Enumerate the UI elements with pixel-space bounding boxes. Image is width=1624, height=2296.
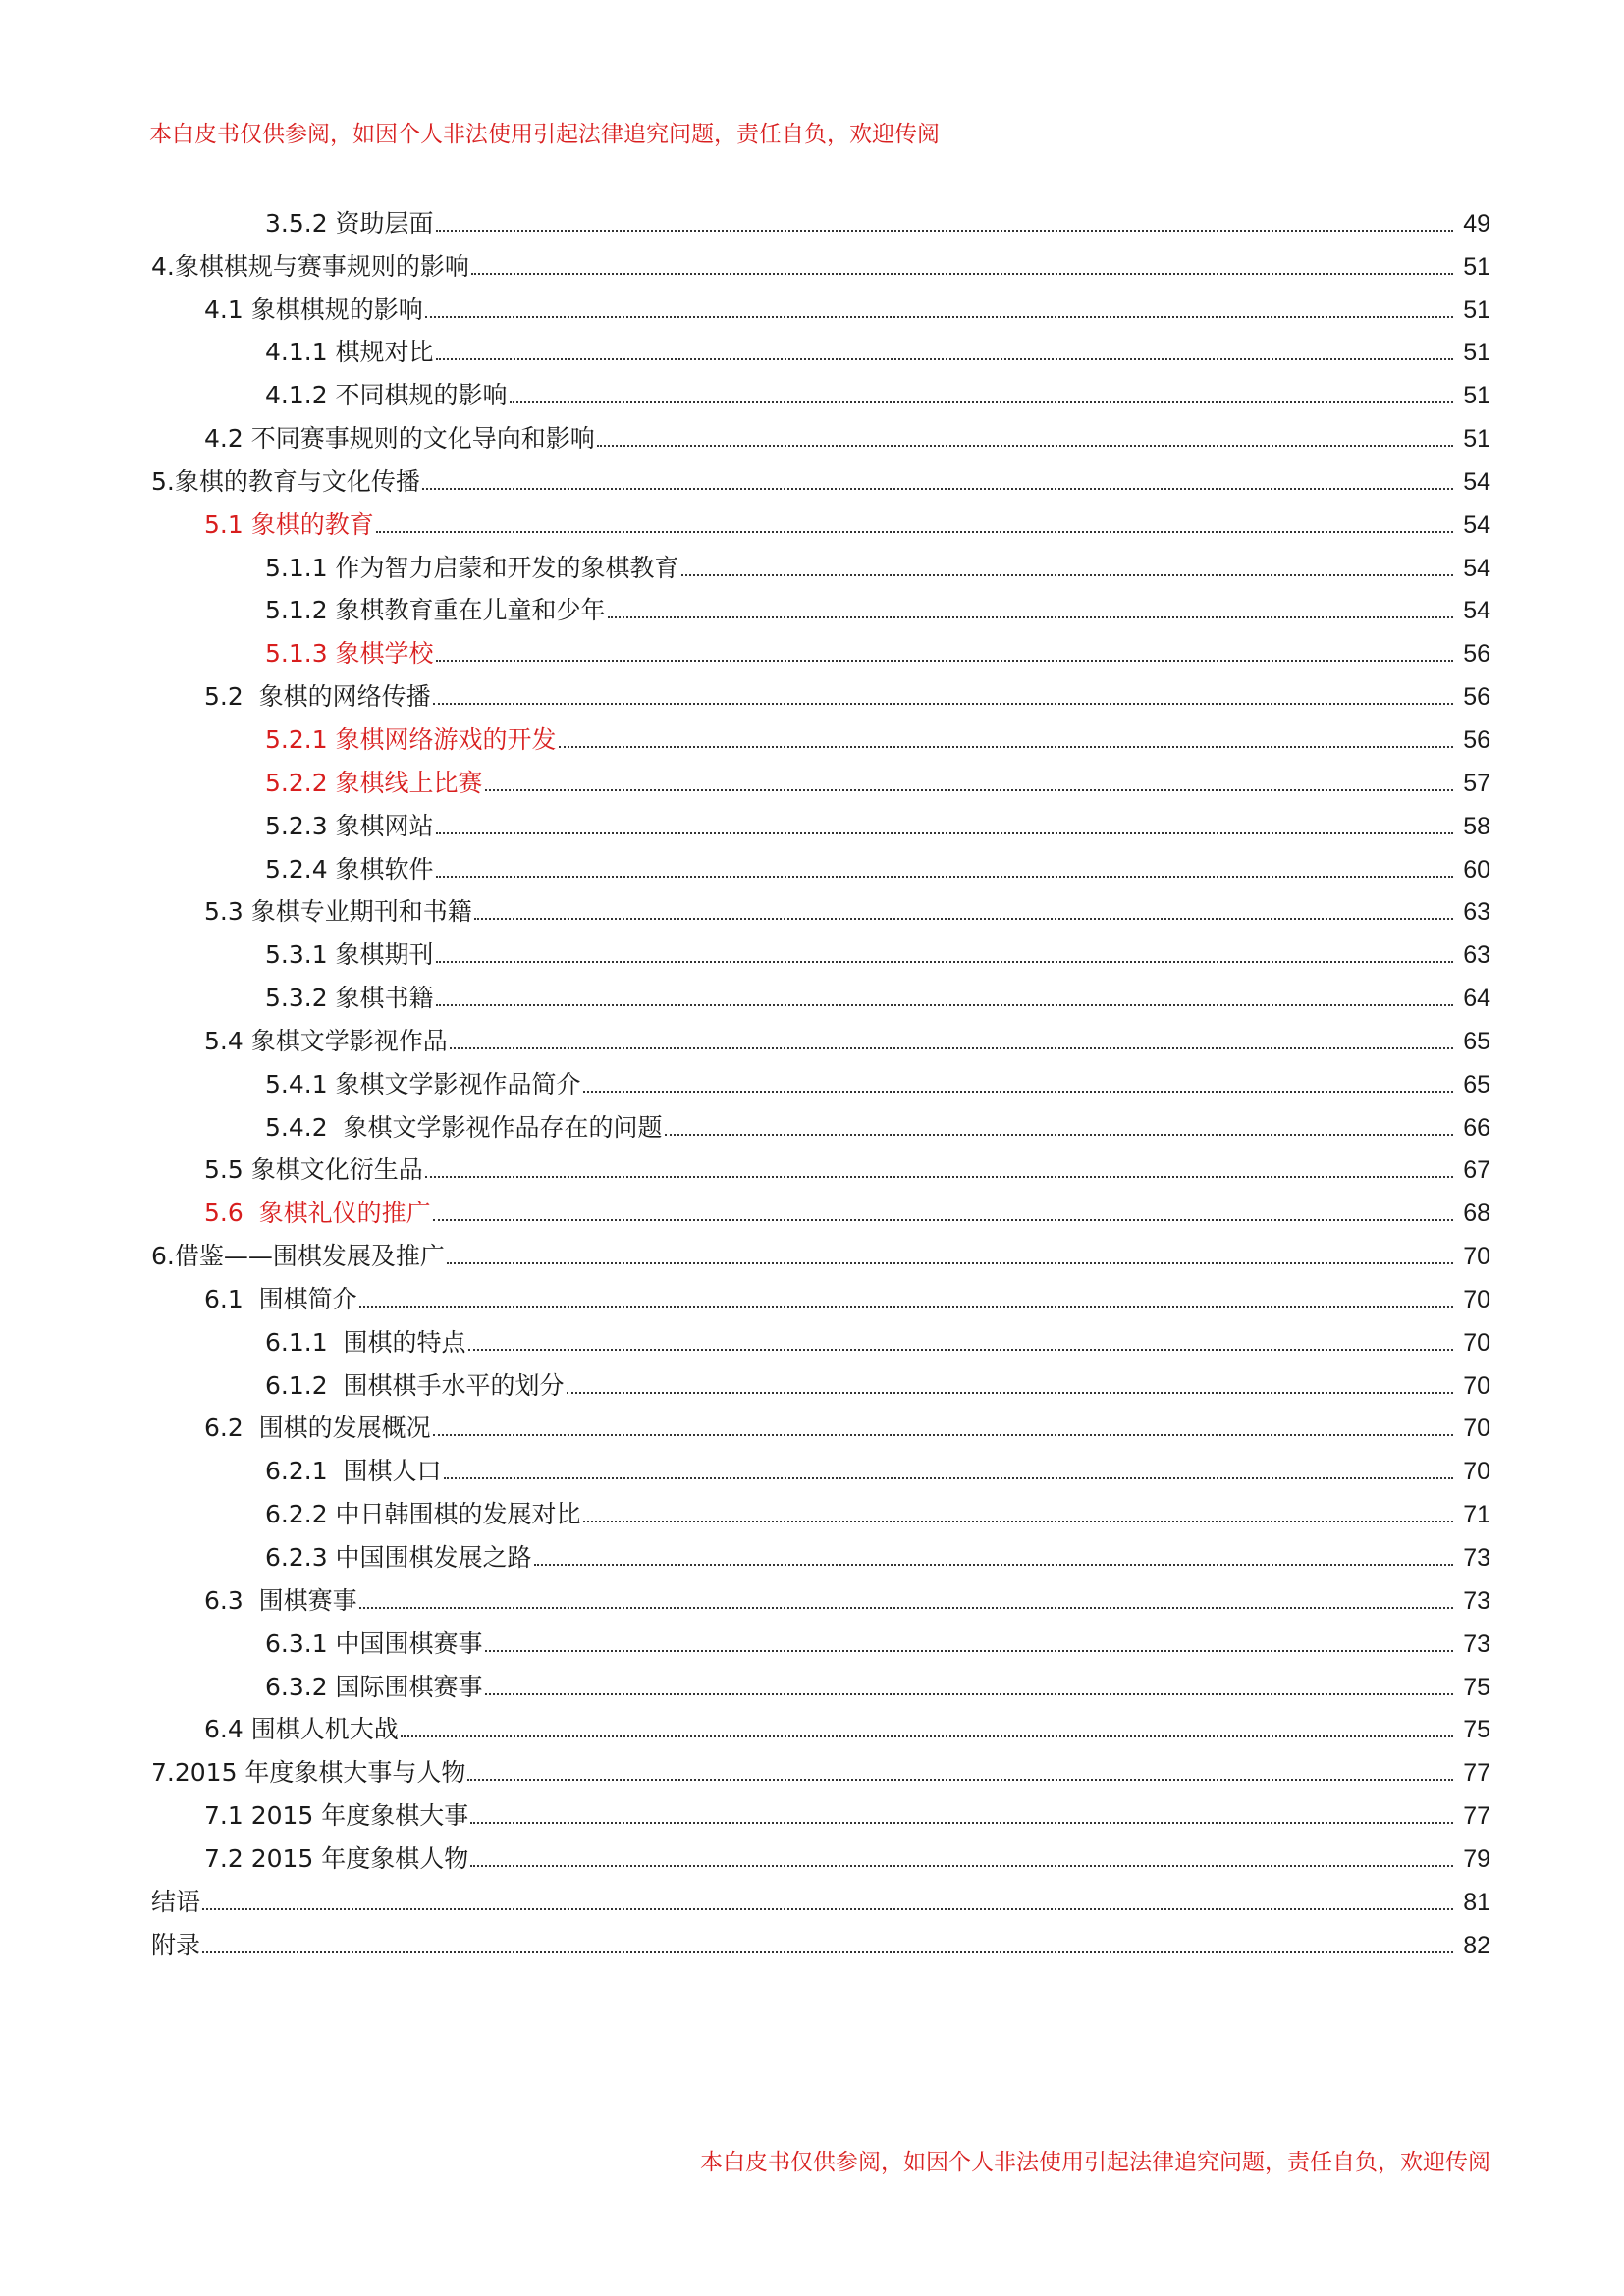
toc-page-number: 56 [1463,683,1490,712]
toc-dot-leader [433,1434,1453,1436]
toc-dot-leader [422,488,1453,490]
toc-entry-title: 7.2015 年度象棋大事与人物 [151,1758,466,1788]
toc-dot-leader [665,1134,1453,1136]
toc-entry-title: 附录 [151,1930,201,1959]
toc-dot-leader [485,789,1453,791]
toc-entry-title: 5.象棋的教育与文化传播 [151,466,420,496]
toc-entry[interactable] [151,629,1490,672]
toc-page-number: 70 [1463,1415,1490,1443]
toc-entry-title: 5.4.1 象棋文学影视作品简介 [265,1069,581,1098]
toc-page-number: 51 [1463,295,1490,324]
toc-entry-title: 5.1.3 象棋学校 [265,639,434,668]
toc-entry[interactable] [151,1017,1490,1060]
toc-dot-leader [359,1607,1453,1609]
toc-entry-title: 5.4.2 象棋文学影视作品存在的问题 [265,1112,663,1142]
toc-dot-leader [202,1908,1453,1910]
toc-entry-title: 6.1.1 围棋的特点 [265,1327,466,1357]
toc-page-number: 73 [1463,1629,1490,1658]
toc-dot-leader [471,273,1453,275]
toc-entry[interactable] [151,286,1490,329]
toc-entry-title: 5.5 象棋文化衍生品 [204,1155,423,1185]
toc-page-number: 51 [1463,252,1490,281]
toc-page-number: 79 [1463,1844,1490,1873]
toc-entry[interactable] [151,1447,1490,1490]
toc-dot-leader [436,832,1453,834]
toc-dot-leader [425,1176,1453,1178]
toc-entry-title: 5.2.2 象棋线上比赛 [265,768,483,797]
toc-entry[interactable] [151,1189,1490,1232]
toc-page-number: 67 [1463,1156,1490,1185]
toc-dot-leader [467,1779,1453,1781]
toc-dot-leader [510,401,1453,403]
toc-entry[interactable] [151,974,1490,1017]
toc-entry-title: 4.1 象棋棋规的影响 [204,294,423,324]
toc-entry[interactable] [151,1147,1490,1190]
toc-entry-title: 4.2 不同赛事规则的文化导向和影响 [204,424,595,454]
toc-entry-title: 6.2 围棋的发展概况 [204,1414,431,1443]
toc-dot-leader [433,703,1453,705]
toc-entry[interactable] [151,414,1490,457]
toc-entry[interactable] [151,759,1490,802]
toc-dot-leader [436,660,1453,662]
toc-entry-title: 4.1.1 棋规对比 [265,338,434,367]
toc-entry-title: 6.3.2 国际围棋赛事 [265,1672,483,1701]
toc-dot-leader [436,230,1453,232]
toc-entry[interactable] [151,931,1490,974]
toc-page-number: 77 [1463,1759,1490,1788]
toc-dot-leader [534,1564,1453,1566]
toc-entry[interactable] [151,587,1490,630]
toc-page-number: 73 [1463,1544,1490,1572]
toc-entry[interactable] [151,544,1490,587]
toc-dot-leader [436,876,1453,878]
toc-page-number: 63 [1463,941,1490,970]
toc-entry[interactable] [151,1878,1490,1921]
toc-entry[interactable] [151,1835,1490,1878]
toc-dot-leader [474,918,1453,920]
toc-entry-title: 5.2 象棋的网络传播 [204,682,431,712]
toc-dot-leader [425,316,1453,318]
toc-entry[interactable] [151,1275,1490,1318]
toc-entry[interactable] [151,457,1490,501]
toc-entry-title: 6.1.2 围棋棋手水平的划分 [265,1370,565,1400]
toc-entry[interactable] [151,199,1490,242]
toc-entry-title: 5.2.1 象棋网络游戏的开发 [265,724,557,754]
toc-entry-title: 5.2.3 象棋网站 [265,811,434,840]
toc-dot-leader [444,1477,1453,1479]
toc-dot-leader [436,961,1453,963]
toc-entry-title: 5.3 象棋专业期刊和书籍 [204,897,472,927]
toc-dot-leader [359,1306,1453,1308]
toc-entry[interactable] [151,1232,1490,1275]
toc-entry-title: 6.2.2 中日韩围棋的发展对比 [265,1500,581,1529]
toc-dot-leader [583,1521,1453,1522]
toc-page-number: 49 [1463,209,1490,238]
toc-entry-title: 3.5.2 资助层面 [265,208,434,238]
toc-entry[interactable] [151,1060,1490,1103]
toc-page-number: 51 [1463,425,1490,454]
toc-dot-leader [447,1262,1453,1264]
footer-disclaimer: 本白皮书仅供参阅，如因个人非法使用引起法律追究问题，责任自负，欢迎传阅 [700,2150,1490,2175]
toc-dot-leader [559,746,1453,748]
toc-entry[interactable] [151,845,1490,888]
toc-dot-leader [401,1735,1453,1737]
toc-entry[interactable] [151,1791,1490,1835]
toc-page-number: 64 [1463,985,1490,1013]
toc-entry[interactable] [151,1663,1490,1706]
toc-dot-leader [470,1822,1453,1824]
toc-dot-leader [567,1392,1453,1394]
toc-dot-leader [597,445,1453,447]
toc-dot-leader [436,1004,1453,1006]
toc-entry[interactable] [151,1576,1490,1620]
toc-dot-leader [485,1693,1453,1695]
toc-dot-leader [681,574,1453,576]
toc-page-number: 73 [1463,1586,1490,1615]
toc-entry[interactable] [151,1620,1490,1663]
toc-entry-title: 结语 [151,1887,201,1916]
toc-entry-title: 5.2.4 象棋软件 [265,854,434,883]
toc-page-number: 54 [1463,554,1490,582]
toc-page-number: 70 [1463,1371,1490,1400]
toc-entry-title: 5.1.2 象棋教育重在儿童和少年 [265,596,606,625]
header-disclaimer: 本白皮书仅供参阅，如因个人非法使用引起法律追究问题，责任自负，欢迎传阅 [149,122,940,147]
toc-entry[interactable] [151,1748,1490,1791]
toc-page-number: 63 [1463,898,1490,927]
toc-entry[interactable] [151,672,1490,716]
toc-dot-leader [202,1951,1453,1953]
toc-entry[interactable] [151,1533,1490,1576]
toc-entry-title: 6.2.1 围棋人口 [265,1457,442,1486]
toc-entry[interactable] [151,371,1490,414]
table-of-contents [151,199,1490,1964]
toc-page-number: 54 [1463,510,1490,539]
toc-entry-title: 5.3.1 象棋期刊 [265,940,434,970]
toc-entry-title: 6.1 围棋简介 [204,1284,357,1313]
toc-entry[interactable] [151,716,1490,759]
toc-page-number: 70 [1463,1328,1490,1357]
toc-page-number: 58 [1463,812,1490,840]
toc-entry[interactable] [151,1362,1490,1405]
toc-page-number: 54 [1463,467,1490,496]
toc-dot-leader [376,531,1453,533]
toc-entry-title: 5.1.1 作为智力启蒙和开发的象棋教育 [265,553,679,582]
toc-entry[interactable] [151,1318,1490,1362]
toc-entry[interactable] [151,802,1490,845]
toc-page-number: 51 [1463,382,1490,410]
toc-dot-leader [468,1349,1453,1351]
toc-entry-title: 6.2.3 中国围棋发展之路 [265,1543,532,1572]
toc-entry-title: 5.1 象棋的教育 [204,509,374,539]
toc-dot-leader [608,616,1453,618]
toc-entry-title: 6.3 围棋赛事 [204,1585,357,1615]
toc-entry-title: 6.3.1 中国围棋赛事 [265,1629,483,1658]
toc-dot-leader [470,1865,1453,1867]
toc-entry[interactable] [151,1103,1490,1147]
toc-page-number: 71 [1463,1501,1490,1529]
toc-entry-title: 5.3.2 象棋书籍 [265,984,434,1013]
toc-page-number: 56 [1463,640,1490,668]
toc-entry[interactable] [151,1706,1490,1749]
toc-page-number: 77 [1463,1802,1490,1831]
toc-entry-title: 4.象棋棋规与赛事规则的影响 [151,251,469,281]
toc-dot-leader [583,1091,1453,1093]
toc-page-number: 81 [1463,1888,1490,1916]
toc-entry-title: 4.1.2 不同棋规的影响 [265,381,508,410]
toc-entry-title: 7.1 2015 年度象棋大事 [204,1801,469,1831]
toc-entry-title: 5.4 象棋文学影视作品 [204,1026,448,1055]
toc-dot-leader [485,1650,1453,1652]
toc-page-number: 66 [1463,1113,1490,1142]
toc-page-number: 65 [1463,1027,1490,1055]
toc-entry[interactable] [151,888,1490,932]
toc-dot-leader [433,1219,1453,1221]
toc-page-number: 56 [1463,725,1490,754]
toc-entry-title: 6.借鉴——围棋发展及推广 [151,1242,445,1271]
toc-dot-leader [436,358,1453,360]
toc-page-number: 65 [1463,1070,1490,1098]
toc-dot-leader [450,1047,1453,1049]
toc-entry[interactable] [151,1490,1490,1533]
toc-page-number: 75 [1463,1716,1490,1744]
toc-page-number: 54 [1463,597,1490,625]
toc-entry[interactable] [151,1921,1490,1964]
toc-entry[interactable] [151,242,1490,286]
toc-page-number: 57 [1463,769,1490,797]
toc-page-number: 60 [1463,855,1490,883]
toc-page-number: 75 [1463,1673,1490,1701]
toc-entry-title: 6.4 围棋人机大战 [204,1715,399,1744]
toc-entry-title: 7.2 2015 年度象棋人物 [204,1843,469,1873]
toc-page-number: 70 [1463,1243,1490,1271]
toc-page-number: 70 [1463,1458,1490,1486]
toc-page-number: 51 [1463,339,1490,367]
toc-entry[interactable] [151,329,1490,372]
toc-entry-title: 5.6 象棋礼仪的推广 [204,1199,431,1228]
toc-page-number: 70 [1463,1285,1490,1313]
toc-page-number: 68 [1463,1200,1490,1228]
toc-page-number: 82 [1463,1931,1490,1959]
toc-entry[interactable] [151,1405,1490,1448]
toc-entry[interactable] [151,501,1490,544]
